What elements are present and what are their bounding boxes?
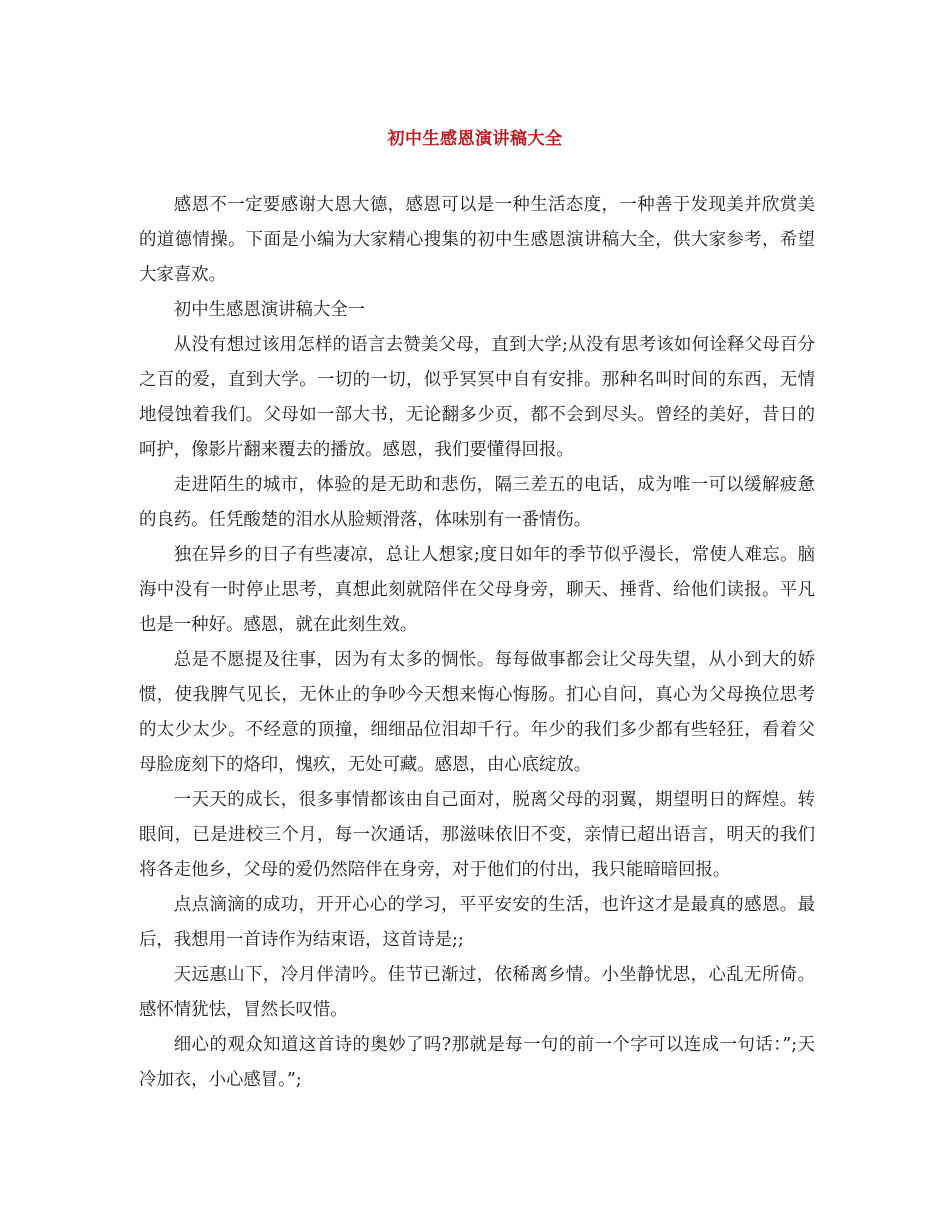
paragraph: 走进陌生的城市，体验的是无助和悲伤，隔三差五的电话，成为唯一可以缓解疲惫的良药。任凭酸楚的泪水从脸颊滑落，体味别有一番情伤。 xyxy=(139,475,815,530)
paragraph: 独在异乡的日子有些凄凉，总让人想家;度日如年的季节似乎漫长，常使人难忘。脑海中没有一时停止思考，真想此刻就陪伴在父母身旁，聊天、捶背、给他们读报。平凡也是一种好。感恩，就在此刻生效。 xyxy=(139,545,815,635)
paragraph: 从没有想过该用怎样的语言去赞美父母，直到大学;从没有思考该如何诠释父母百分之百的爱，直到大学。一切的一切，似乎冥冥中自有安排。那种名叫时间的东西，无情地侵蚀着我们。父母如一部大书，无论翻多少页，都不会到尽头。曾经的美好，昔日的呵护，像影片翻来覆去的播放。感恩，我们要懂得回报。 xyxy=(139,335,815,460)
document-body xyxy=(139,188,815,1098)
paragraph-closing: 细心的观众知道这首诗的奥妙了吗?那就是每一句的前一个字可以连成一句话：”;天冷加衣，小心感冒。”; xyxy=(139,1035,815,1090)
poem-paragraph: 天远惠山下，冷月伴清吟。佳节已渐过，依稀离乡情。小坐静忧思，心乱无所倚。 感怀情犹怯，冒然长叹惜。 xyxy=(139,965,815,1020)
document-title: 初中生感恩演讲稿大全 xyxy=(387,129,563,149)
paragraph: 总是不愿提及往事，因为有太多的惆怅。每每做事都会让父母失望，从小到大的娇惯，使我脾气见长，无休止的争吵今天想来悔心悔肠。扪心自问，真心为父母换位思考的太少太少。不经意的顶撞，细细品位泪却千行。年少的我们多少都有些轻狂，看着父母脸庞刻下的烙印，愧疚，无处可藏。感恩，由心底绽放。 xyxy=(139,650,815,775)
paragraph-intro: 感恩不一定要感谢大恩大德，感恩可以是一种生活态度，一种善于发现美并欣赏美的道德情操。下面是小编为大家精心搜集的初中生感恩演讲稿大全，供大家参考，希望大家喜欢。 xyxy=(139,195,815,285)
paragraph: 点点滴滴的成功，开开心心的学习，平平安安的生活，也许这才是最真的感恩。最后，我想用一首诗作为结束语，这首诗是;; xyxy=(139,895,815,950)
paragraph: 一天天的成长，很多事情都该由自己面对，脱离父母的羽翼，期望明日的辉煌。转眼间，已是进校三个月，每一次通话，那滋味依旧不变，亲情已超出语言，明天的我们将各走他乡，父母的爱仍然陪伴在身旁，对于他们的付出，我只能暗暗回报。 xyxy=(139,790,815,880)
section-heading: 初中生感恩演讲稿大全一 xyxy=(173,300,366,320)
